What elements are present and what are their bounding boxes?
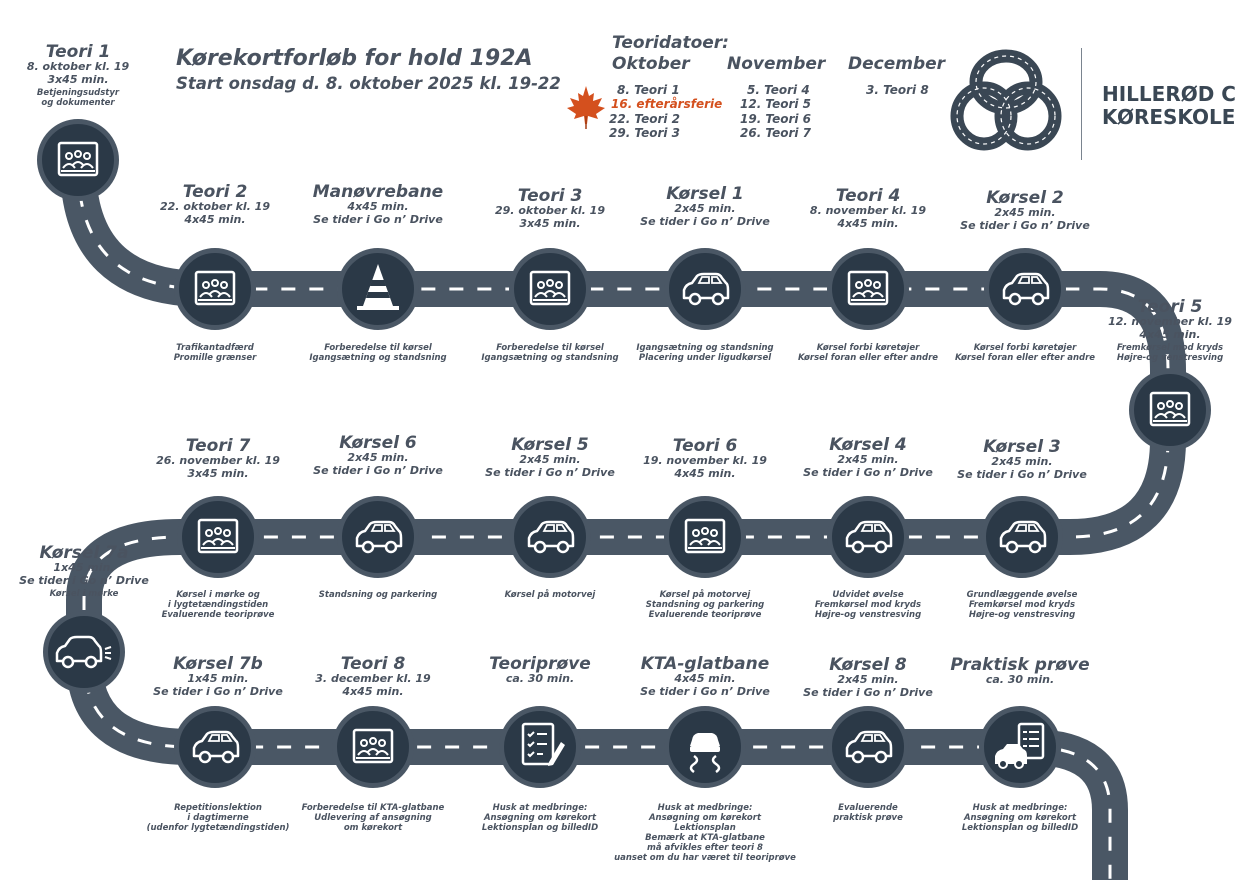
- stop-description-line: Repetitionslektion: [174, 803, 262, 813]
- stop-title: KTA-glatbane: [640, 654, 770, 674]
- school-name: [1102, 83, 1236, 129]
- stop-description-line: (udenfor lygtetændingstiden): [146, 823, 290, 833]
- stop-circle: [664, 248, 746, 330]
- classroom-icon: [664, 496, 746, 578]
- stop-detail-line: 2x45 min.: [674, 202, 736, 215]
- stop-detail-line: 26. november kl. 19: [156, 454, 280, 467]
- stop-detail-line: 4x45 min.: [674, 467, 736, 480]
- date-item-holiday: 16. efterårsferie: [611, 97, 723, 111]
- car-icon: [984, 248, 1066, 330]
- stop-description-line: Højre-og venstresving: [814, 610, 922, 620]
- stop-detail-line: 1x45 min.: [53, 561, 115, 574]
- stop-description: [0, 589, 184, 599]
- date-item: 5. Teori 4: [747, 83, 810, 97]
- stop-description-line: Udlevering af ansøgning: [314, 813, 432, 823]
- stop-description-line: i dagtimerne: [187, 813, 249, 823]
- stop-detail-line: 4x45 min.: [674, 672, 736, 685]
- stop-details: [450, 453, 650, 479]
- car-icon: [981, 496, 1063, 578]
- stop-circle: [979, 706, 1061, 788]
- stop-title: Kørsel 8: [829, 655, 907, 675]
- traffic-cone-icon: [337, 248, 419, 330]
- car-lights-icon: [43, 611, 125, 693]
- stop-description-line: Promille grænser: [173, 353, 257, 363]
- stop-description: [278, 343, 478, 363]
- stop-description-line: uanset om du har været til teoriprøve: [614, 853, 796, 863]
- date-item: 22. Teori 2: [609, 112, 681, 126]
- stop-description-line: Udvidet øvelse: [832, 590, 904, 600]
- stop-detail-line: 4x45 min.: [342, 685, 404, 698]
- stop-description-line: Standsning og parkering: [645, 600, 765, 610]
- stop-circle: [37, 119, 119, 201]
- stop-detail-line: ca. 30 min.: [505, 672, 575, 685]
- stop-detail-line: 2x45 min.: [994, 206, 1056, 219]
- stop-detail-line: 3x45 min.: [519, 217, 581, 230]
- stop-details: [0, 561, 184, 587]
- stop-detail-line: 12. november kl. 19: [1108, 315, 1232, 328]
- stop-description-line: om kørekort: [343, 823, 403, 833]
- stop-description-line: Kørsel på motorvej: [659, 590, 751, 600]
- stop-title: Teori 5: [1137, 297, 1203, 317]
- stop-detail-line: 8. november kl. 19: [809, 204, 927, 217]
- stop-description-line: Ansøgning om kørekort: [483, 813, 597, 823]
- stop-description-line: Husk at medbringe:: [972, 803, 1068, 813]
- stop-circle: [337, 248, 419, 330]
- stop-description-line: Fremkørsel mod kryds: [968, 600, 1076, 610]
- stop-detail-line: 4x45 min.: [837, 217, 899, 230]
- car-icon: [827, 496, 909, 578]
- stop-detail-line: Se tider i Go n’ Drive: [640, 215, 770, 228]
- stop-description-line: Kørsel foran eller efter andre: [797, 353, 939, 363]
- stop-detail-line: 4x45 min.: [1139, 328, 1201, 341]
- stop-description-line: Forberedelse til KTA-glatbane: [301, 803, 445, 813]
- stop-description-line: Højre-og venstresving: [1116, 353, 1224, 363]
- stop-description-line: Igangsætning og standsning: [636, 343, 774, 353]
- stop-details: [925, 206, 1125, 232]
- stop-detail-line: 1x45 min.: [187, 672, 249, 685]
- stop-detail-line: 2x45 min.: [837, 453, 899, 466]
- stop-description-line: Evaluerende: [838, 803, 898, 813]
- stop-description-line: Grundlæggende øvelse: [966, 590, 1078, 600]
- stop-title: Manøvrebane: [312, 182, 444, 202]
- stop-description-line: Igangsætning og standsning: [309, 353, 447, 363]
- classroom-icon: [37, 119, 119, 201]
- stop-details: [118, 454, 318, 480]
- maple-leaf-icon: [566, 84, 606, 130]
- classroom-icon: [332, 706, 414, 788]
- stop-description: [920, 803, 1120, 833]
- stop-details: [278, 200, 478, 226]
- stop-detail-line: 22. oktober kl. 19: [160, 200, 270, 213]
- stop-description-line: Ansøgning om kørekort: [648, 813, 762, 823]
- date-item: 3. Teori 8: [866, 83, 929, 97]
- stop-circle: [827, 248, 909, 330]
- stop-detail-line: ca. 30 min.: [985, 673, 1055, 686]
- stop-detail-line: 3. december kl. 19: [315, 672, 431, 685]
- stop-circle: [984, 248, 1066, 330]
- stop-detail-line: 2x45 min.: [837, 673, 899, 686]
- stop-title: Kørsel 7b: [173, 654, 263, 674]
- stop-detail-line: Se tider i Go n’ Drive: [960, 219, 1090, 232]
- stop-circle: [43, 611, 125, 693]
- stop-detail-line: Se tider i Go n’ Drive: [640, 685, 770, 698]
- stop-title: Teori 8: [340, 654, 406, 674]
- school-name-line2: KØRESKOLE: [1102, 105, 1236, 129]
- stop-description-line: og dokumenter: [41, 98, 115, 108]
- stop-description-line: Kørsel i mørke og: [176, 590, 260, 600]
- stop-detail-line: Se tider i Go n’ Drive: [19, 574, 149, 587]
- stop-circle: [664, 496, 746, 578]
- stop-description-line: Husk at medbringe:: [492, 803, 588, 813]
- stop-detail-line: 29. oktober kl. 19: [495, 204, 605, 217]
- stop-circle: [1129, 369, 1211, 451]
- date-item: 26. Teori 7: [740, 126, 812, 140]
- stop-description-line: Igangsætning og standsning: [481, 353, 619, 363]
- stop-detail-line: 2x45 min.: [519, 453, 581, 466]
- stop-description-line: Lektionsplan og billedID: [961, 823, 1079, 833]
- stop-detail-line: Se tider i Go n’ Drive: [485, 466, 615, 479]
- stop-detail-line: 2x45 min.: [991, 455, 1053, 468]
- stop-description-line: Evaluerende teoriprøve: [648, 610, 762, 620]
- month-heading: November: [727, 54, 826, 74]
- stop-description-line: Kørsel forbi køretøjer: [816, 343, 920, 353]
- stop-description-line: Kørsel forbi køretøjer: [973, 343, 1077, 353]
- date-item: 29. Teori 3: [609, 126, 681, 140]
- stop-title: Teori 1: [45, 42, 111, 62]
- stop-circle: [827, 706, 909, 788]
- stop-title: Kørsel 6: [339, 433, 417, 453]
- month-heading: December: [848, 54, 946, 74]
- stop-title: Teoriprøve: [489, 654, 591, 674]
- classroom-icon: [177, 496, 259, 578]
- stop-description-line: Trafikantadfærd: [176, 343, 254, 353]
- school-logo-icon: [950, 42, 1062, 156]
- stop-detail-line: 8. oktober kl. 19: [26, 60, 130, 73]
- stop-title: Kørsel 2: [986, 188, 1064, 208]
- stop-description-line: Lektionsplan og billedID: [481, 823, 599, 833]
- stop-description-line: Fremkørsel mod kryds: [1116, 343, 1224, 353]
- stop-title: Teori 2: [182, 182, 248, 202]
- stop-description: [0, 88, 178, 108]
- stop-detail-line: 19. november kl. 19: [643, 454, 767, 467]
- car-checklist-icon: [979, 706, 1061, 788]
- stop-description-line: Kørsel foran eller efter andre: [954, 353, 1096, 363]
- stop-title: Teori 3: [517, 186, 583, 206]
- date-item: 12. Teori 5: [740, 97, 812, 111]
- stop-circle: [177, 496, 259, 578]
- stop-description-line: Lektionsplan: [674, 823, 736, 833]
- stop-description-line: Betjeningsudstyr: [36, 88, 120, 98]
- stop-description-line: i lygtetændingstiden: [167, 600, 269, 610]
- checklist-icon: [499, 706, 581, 788]
- stop-title: Teori 6: [672, 436, 738, 456]
- stop-description-line: Bemærk at KTA-glatbane: [645, 833, 765, 843]
- stop-title: Kørsel 7a: [39, 543, 129, 563]
- classroom-icon: [827, 248, 909, 330]
- stop-description-line: Husk at medbringe:: [657, 803, 753, 813]
- car-icon: [174, 706, 256, 788]
- stop-title: Teori 4: [835, 186, 901, 206]
- stop-description: [450, 590, 650, 600]
- car-icon: [827, 706, 909, 788]
- classroom-icon: [1129, 369, 1211, 451]
- stop-title: Kørsel 4: [829, 435, 907, 455]
- stop-detail-line: 2x45 min.: [347, 451, 409, 464]
- stop-description-line: Fremkørsel mod kryds: [814, 600, 922, 610]
- stop-title: Praktisk prøve: [950, 655, 1090, 675]
- stop-circle: [332, 706, 414, 788]
- stop-circle: [174, 248, 256, 330]
- classroom-icon: [509, 248, 591, 330]
- stop-details: [1070, 315, 1243, 341]
- stop-circle: [174, 706, 256, 788]
- stop-details: [0, 60, 178, 86]
- page-subtitle: Start onsdag d. 8. oktober 2025 kl. 19-22: [176, 74, 561, 93]
- date-item: 19. Teori 6: [740, 112, 812, 126]
- stop-description-line: praktisk prøve: [833, 813, 903, 823]
- classroom-icon: [174, 248, 256, 330]
- car-icon: [664, 248, 746, 330]
- stop-detail-line: Se tider i Go n’ Drive: [313, 213, 443, 226]
- car-icon: [337, 496, 419, 578]
- month-heading: Oktober: [612, 54, 690, 74]
- date-item: 8. Teori 1: [617, 83, 680, 97]
- stop-circle: [664, 706, 746, 788]
- stop-detail-line: Se tider i Go n’ Drive: [313, 464, 443, 477]
- stop-title: Kørsel 1: [666, 184, 744, 204]
- teoridatoer-heading: Teoridatoer:: [612, 33, 729, 53]
- stop-details: [920, 673, 1120, 686]
- stop-circle: [981, 496, 1063, 578]
- stop-circle: [827, 496, 909, 578]
- logo-divider: [1081, 48, 1082, 160]
- stop-description: [1070, 343, 1243, 363]
- stop-detail-line: 3x45 min.: [187, 467, 249, 480]
- stop-title: Kørsel 3: [983, 437, 1061, 457]
- stop-detail-line: Se tider i Go n’ Drive: [803, 466, 933, 479]
- page-title: Kørekortforløb for hold 192A: [176, 46, 533, 71]
- stop-detail-line: Se tider i Go n’ Drive: [803, 686, 933, 699]
- car-icon: [509, 496, 591, 578]
- skid-car-icon: [664, 706, 746, 788]
- stop-detail-line: 4x45 min.: [347, 200, 409, 213]
- stop-description-line: Ansøgning om kørekort: [963, 813, 1077, 823]
- stop-circle: [509, 496, 591, 578]
- stop-detail-line: Se tider i Go n’ Drive: [957, 468, 1087, 481]
- stop-description-line: Forberedelse til kørsel: [324, 343, 432, 353]
- stop-circle: [337, 496, 419, 578]
- stop-detail-line: 4x45 min.: [184, 213, 246, 226]
- stop-description-line: Placering under ligudkørsel: [638, 353, 772, 363]
- stop-title: Kørsel 5: [511, 435, 589, 455]
- stop-circle: [499, 706, 581, 788]
- stop-description-line: må afvikles efter teori 8: [647, 843, 763, 853]
- stop-description-line: Kørsel på motorvej: [504, 590, 596, 600]
- stop-description-line: Højre-og venstresving: [968, 610, 1076, 620]
- stop-detail-line: Se tider i Go n’ Drive: [153, 685, 283, 698]
- stop-detail-line: 3x45 min.: [47, 73, 109, 86]
- stop-title: Teori 7: [185, 436, 251, 456]
- stop-description-line: Standsning og parkering: [318, 590, 438, 600]
- stop-description-line: Evaluerende teoriprøve: [161, 610, 275, 620]
- stop-description-line: Kørsel i mørke: [49, 589, 119, 599]
- school-name-line1: HILLERØD C: [1102, 82, 1236, 106]
- stop-description-line: Forberedelse til kørsel: [496, 343, 604, 353]
- stop-circle: [509, 248, 591, 330]
